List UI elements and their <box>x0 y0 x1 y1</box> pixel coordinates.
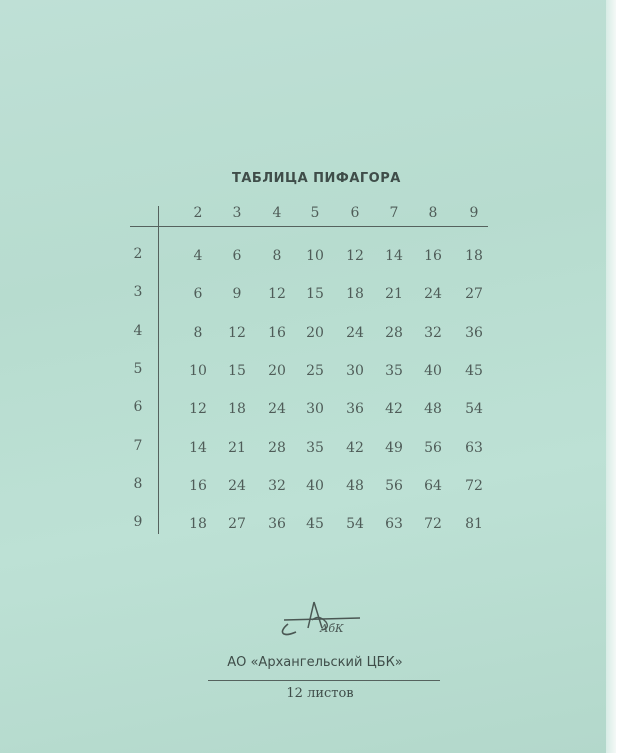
table-cell: 27 <box>228 516 246 532</box>
sheet-count: 12 листов <box>286 686 354 701</box>
table-cell: 12 <box>189 401 207 417</box>
table-cell: 21 <box>385 286 403 302</box>
table-cell: 20 <box>306 325 324 341</box>
table-cell: 25 <box>306 363 324 379</box>
table-cell: 6 <box>232 248 242 264</box>
table-cell: 63 <box>465 440 483 456</box>
row-header: 5 <box>133 361 143 377</box>
column-header: 8 <box>428 205 438 221</box>
row-header: 4 <box>133 323 143 339</box>
table-vertical-rule <box>158 206 159 534</box>
table-cell: 56 <box>424 440 442 456</box>
row-header: 2 <box>133 246 143 262</box>
table-cell: 32 <box>268 478 286 494</box>
table-cell: 18 <box>465 248 483 264</box>
table-cell: 36 <box>465 325 483 341</box>
row-header: 3 <box>133 284 143 300</box>
table-cell: 16 <box>268 325 286 341</box>
table-cell: 12 <box>268 286 286 302</box>
table-cell: 42 <box>346 440 364 456</box>
table-cell: 45 <box>306 516 324 532</box>
table-cell: 12 <box>346 248 364 264</box>
column-header: 7 <box>389 205 399 221</box>
row-header: 9 <box>133 514 143 530</box>
publisher-logo <box>274 598 366 638</box>
column-header: 3 <box>232 205 242 221</box>
table-cell: 54 <box>346 516 364 532</box>
table-title: ТАБЛИЦА ПИФАГОРА <box>232 171 401 186</box>
table-cell: 32 <box>424 325 442 341</box>
table-cell: 48 <box>346 478 364 494</box>
table-cell: 15 <box>228 363 246 379</box>
table-cell: 72 <box>424 516 442 532</box>
table-cell: 56 <box>385 478 403 494</box>
table-cell: 64 <box>424 478 442 494</box>
table-cell: 30 <box>306 401 324 417</box>
table-cell: 28 <box>268 440 286 456</box>
table-cell: 20 <box>268 363 286 379</box>
table-cell: 40 <box>306 478 324 494</box>
table-cell: 35 <box>306 440 324 456</box>
publisher-name: АО «Архангельский ЦБК» <box>227 655 403 670</box>
table-cell: 10 <box>189 363 207 379</box>
column-header: 4 <box>272 205 282 221</box>
table-cell: 16 <box>424 248 442 264</box>
table-cell: 24 <box>268 401 286 417</box>
table-cell: 81 <box>465 516 483 532</box>
table-cell: 24 <box>346 325 364 341</box>
table-cell: 28 <box>385 325 403 341</box>
table-cell: 42 <box>385 401 403 417</box>
row-header: 8 <box>133 476 143 492</box>
table-cell: 18 <box>346 286 364 302</box>
publisher-rule <box>208 680 440 681</box>
table-cell: 45 <box>465 363 483 379</box>
table-cell: 30 <box>346 363 364 379</box>
table-cell: 48 <box>424 401 442 417</box>
row-header: 7 <box>133 438 143 454</box>
column-header: 9 <box>469 205 479 221</box>
table-cell: 18 <box>189 516 207 532</box>
table-cell: 35 <box>385 363 403 379</box>
table-cell: 21 <box>228 440 246 456</box>
table-cell: 18 <box>228 401 246 417</box>
column-header: 5 <box>310 205 320 221</box>
table-cell: 6 <box>193 286 203 302</box>
table-cell: 40 <box>424 363 442 379</box>
table-cell: 24 <box>424 286 442 302</box>
table-cell: 72 <box>465 478 483 494</box>
table-cell: 54 <box>465 401 483 417</box>
table-cell: 36 <box>268 516 286 532</box>
table-cell: 12 <box>228 325 246 341</box>
table-cell: 14 <box>385 248 403 264</box>
column-header: 2 <box>193 205 203 221</box>
table-cell: 27 <box>465 286 483 302</box>
table-cell: 9 <box>232 286 242 302</box>
table-cell: 15 <box>306 286 324 302</box>
publisher-logo-letters: АбК <box>320 622 344 635</box>
table-cell: 14 <box>189 440 207 456</box>
table-cell: 49 <box>385 440 403 456</box>
column-header: 6 <box>350 205 360 221</box>
table-cell: 36 <box>346 401 364 417</box>
row-header: 6 <box>133 399 143 415</box>
table-cell: 10 <box>306 248 324 264</box>
table-cell: 16 <box>189 478 207 494</box>
table-cell: 8 <box>272 248 282 264</box>
page-edge <box>606 0 616 753</box>
table-cell: 8 <box>193 325 203 341</box>
table-cell: 24 <box>228 478 246 494</box>
table-cell: 4 <box>193 248 203 264</box>
table-cell: 63 <box>385 516 403 532</box>
table-horizontal-rule <box>130 226 488 227</box>
